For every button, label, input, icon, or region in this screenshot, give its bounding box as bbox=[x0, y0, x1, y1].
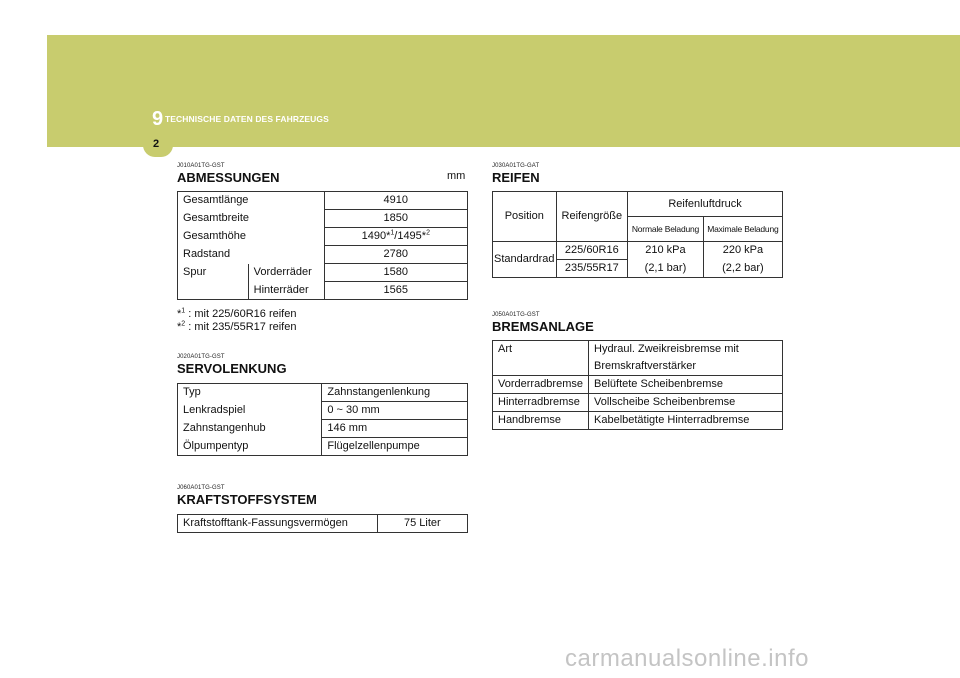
brakes-value: Belüftete Scheibenbremse bbox=[589, 376, 783, 394]
table-row bbox=[493, 242, 783, 260]
dim-value: 2780 bbox=[324, 246, 467, 264]
steering-label: Lenkradspiel bbox=[178, 402, 322, 420]
table-row bbox=[178, 438, 468, 456]
dim-label: Gesamthöhe bbox=[178, 228, 325, 246]
table-row bbox=[178, 384, 468, 402]
dimensions-unit: mm bbox=[447, 170, 466, 182]
steering-value: Flügelzellenpumpe bbox=[322, 438, 468, 456]
tires-max-kpa: 220 kPa bbox=[703, 242, 782, 260]
tires-table bbox=[492, 191, 783, 278]
table-row bbox=[178, 420, 468, 438]
dimensions-table bbox=[177, 191, 468, 300]
track-rear-value: 1565 bbox=[324, 282, 467, 300]
table-row bbox=[178, 228, 468, 246]
chapter-title: TECHNISCHE DATEN DES FAHRZEUGS bbox=[165, 114, 329, 124]
footnote-1: *$^1$ : mit 225/60R16 reifen bbox=[177, 307, 297, 320]
steering-label: Typ bbox=[178, 384, 322, 402]
track-label: Spur bbox=[178, 264, 249, 300]
table-row bbox=[493, 192, 783, 217]
tires-col-position: Position bbox=[493, 192, 557, 242]
track-front-value: 1580 bbox=[324, 264, 467, 282]
dim-value-height: 1490*$^1$/1495*$^2$ bbox=[324, 228, 467, 246]
tires-normal-kpa: 210 kPa bbox=[628, 242, 704, 260]
dim-label: Gesamtlänge bbox=[178, 192, 325, 210]
tires-col-size: Reifengröße bbox=[556, 192, 628, 242]
brakes-value: Vollscheibe Scheibenbremse bbox=[589, 394, 783, 412]
dimensions-code: J010A01TG-GST bbox=[177, 163, 225, 169]
fuel-title: KRAFTSTOFFSYSTEM bbox=[177, 492, 317, 507]
watermark: carmanualsonline.info bbox=[565, 645, 809, 672]
fuel-code: J060A01TG-GST bbox=[177, 485, 225, 491]
brakes-code: J050A01TG-GST bbox=[492, 312, 540, 318]
dim-value: 1850 bbox=[324, 210, 467, 228]
table-row bbox=[493, 412, 783, 430]
fuel-value: 75 Liter bbox=[377, 515, 467, 533]
tires-col-pressure: Reifenluftdruck bbox=[628, 192, 783, 217]
dim-label: Gesamtbreite bbox=[178, 210, 325, 228]
table-row bbox=[493, 376, 783, 394]
steering-value: 0 ~ 30 mm bbox=[322, 402, 468, 420]
table-row bbox=[493, 394, 783, 412]
table-row bbox=[178, 264, 468, 282]
tires-size: 225/60R16 bbox=[556, 242, 628, 260]
track-rear-label: Hinterräder bbox=[248, 282, 324, 300]
dimensions-footnotes bbox=[177, 308, 296, 334]
tires-row-label: Standardrad bbox=[493, 242, 557, 278]
track-front-label: Vorderräder bbox=[248, 264, 324, 282]
steering-label: Ölpumpentyp bbox=[178, 438, 322, 456]
brakes-value: Hydraul. Zweikreisbremse mit Bremskraftverstärker bbox=[589, 341, 783, 376]
dimensions-title: ABMESSUNGEN bbox=[177, 170, 280, 185]
brakes-table bbox=[492, 340, 783, 430]
chapter-number: 9 bbox=[152, 108, 164, 130]
tires-col-normal: Normale Beladung bbox=[628, 217, 704, 242]
steering-value: Zahnstangenlenkung bbox=[322, 384, 468, 402]
tires-code: J030A01TG-GAT bbox=[492, 163, 540, 169]
tires-col-max: Maximale Beladung bbox=[703, 217, 782, 242]
steering-title: SERVOLENKUNG bbox=[177, 361, 287, 376]
fuel-table bbox=[177, 514, 468, 533]
header-band bbox=[47, 35, 960, 147]
table-row bbox=[178, 402, 468, 420]
brakes-label: Art bbox=[493, 341, 589, 376]
steering-value: 146 mm bbox=[322, 420, 468, 438]
brakes-title: BREMSANLAGE bbox=[492, 319, 594, 334]
steering-table bbox=[177, 383, 468, 456]
table-row bbox=[178, 192, 468, 210]
table-row bbox=[178, 515, 468, 533]
table-row bbox=[178, 246, 468, 264]
footnote-2: *$^2$ : mit 235/55R17 reifen bbox=[177, 320, 297, 333]
tires-title: REIFEN bbox=[492, 170, 540, 185]
tires-max-bar: (2,2 bar) bbox=[703, 260, 782, 278]
page-number: 2 bbox=[153, 138, 160, 150]
dim-label: Radstand bbox=[178, 246, 325, 264]
table-row bbox=[178, 210, 468, 228]
brakes-label: Vorderradbremse bbox=[493, 376, 589, 394]
table-row bbox=[493, 341, 783, 376]
brakes-label: Handbremse bbox=[493, 412, 589, 430]
tires-normal-bar: (2,1 bar) bbox=[628, 260, 704, 278]
dim-value: 4910 bbox=[324, 192, 467, 210]
fuel-label: Kraftstofftank-Fassungsvermögen bbox=[178, 515, 378, 533]
brakes-value: Kabelbetätigte Hinterradbremse bbox=[589, 412, 783, 430]
brakes-label: Hinterradbremse bbox=[493, 394, 589, 412]
tires-size: 235/55R17 bbox=[556, 260, 628, 278]
steering-label: Zahnstangenhub bbox=[178, 420, 322, 438]
steering-code: J020A01TG-GST bbox=[177, 354, 225, 360]
